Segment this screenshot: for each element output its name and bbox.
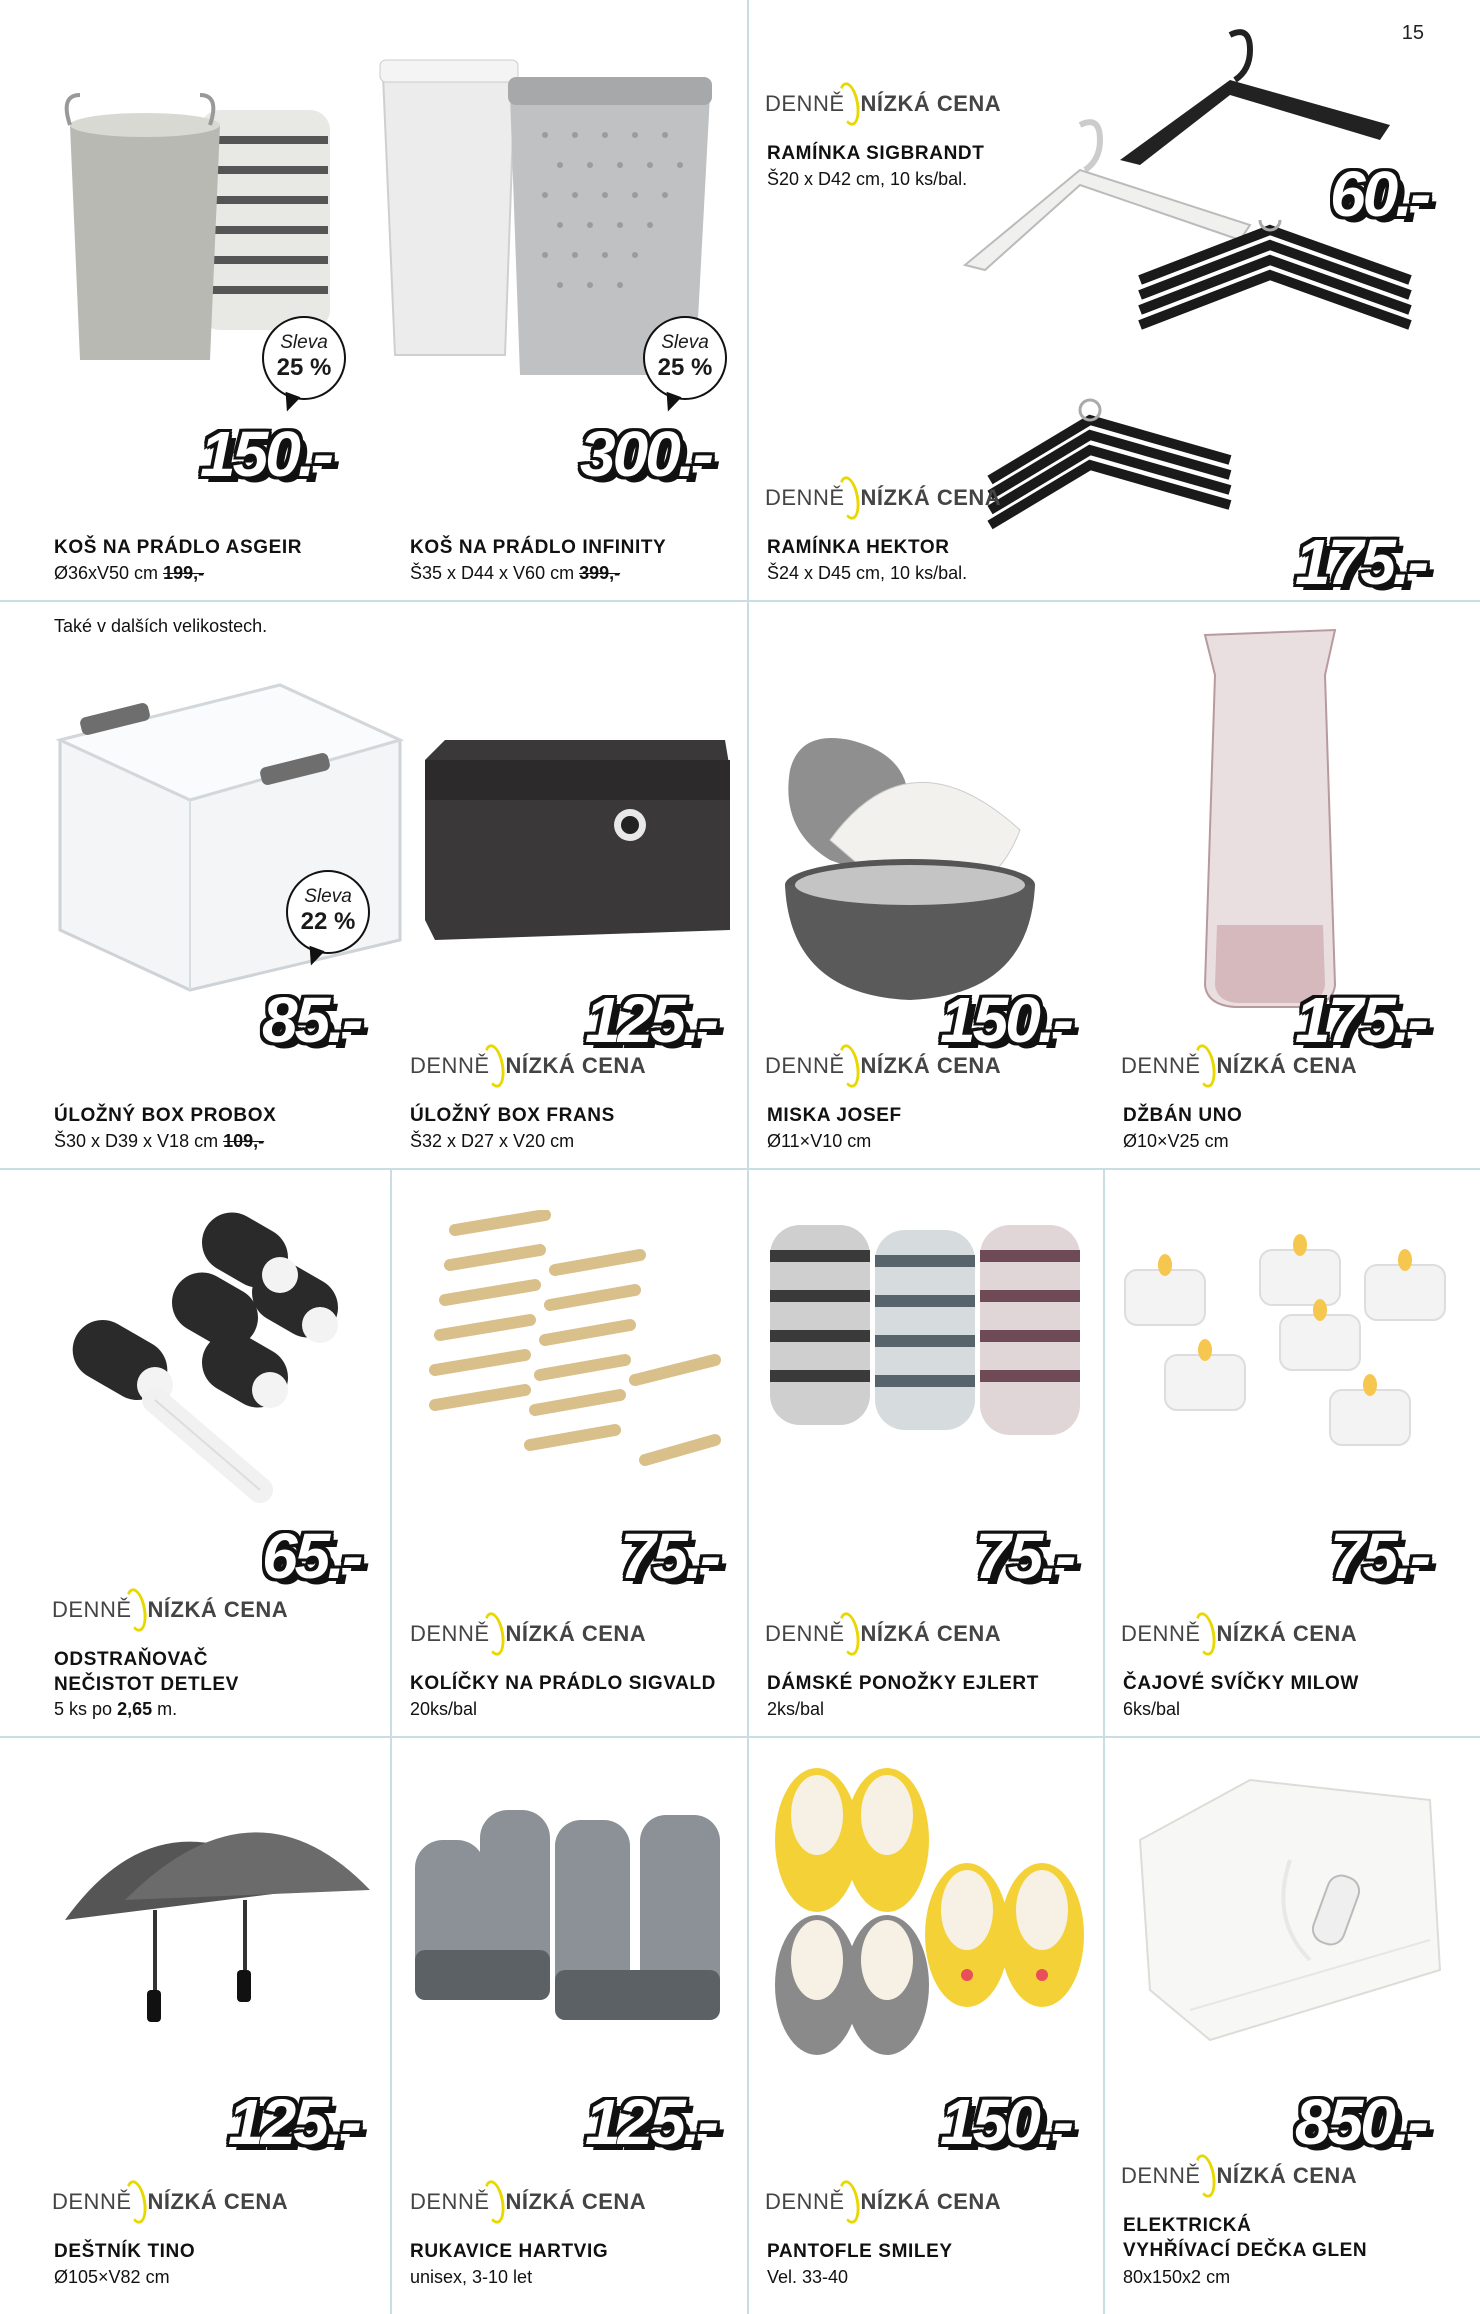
denne-nizka-cena-logo: DENNĚ NÍZKÁ CENA — [52, 2180, 288, 2224]
product-spec — [410, 562, 620, 585]
umbrella-tino-image — [45, 1800, 375, 2030]
slippers-smiley-image — [762, 1760, 1092, 2060]
lint-roller-detlev-image — [50, 1200, 370, 1510]
divider — [747, 0, 749, 600]
product-name: DÁMSKÉ PONOŽKY EJLERT — [767, 1673, 1039, 1694]
price: 75.- — [975, 1520, 1074, 1592]
price: 175.- — [1295, 526, 1426, 598]
spec-suffix: m. — [157, 1699, 178, 1719]
denne-nizka-cena-logo: DENNĚ NÍZKÁ CENA — [765, 2180, 1001, 2224]
product-spec: 6ks/bal — [1123, 1699, 1181, 1719]
denne-nizka-cena-logo: DENNĚ NÍZKÁ CENA — [52, 1588, 288, 1632]
product-name-line: ELEKTRICKÁ — [1123, 2215, 1252, 2236]
price: 150.- — [940, 2086, 1071, 2158]
jug-uno-image — [1195, 625, 1345, 1015]
product-name: ČAJOVÉ SVÍČKY MILOW — [1123, 1673, 1359, 1694]
discount-value: 25 % — [276, 354, 332, 381]
discount-bubble — [643, 316, 727, 400]
product-name: KOŠ NA PRÁDLO ASGEIR — [54, 537, 303, 558]
divider — [0, 1736, 1480, 1738]
divider — [747, 1736, 749, 2314]
spec-prefix: 5 ks po — [54, 1699, 113, 1719]
divider — [747, 600, 749, 1168]
price: 175.- — [1295, 984, 1426, 1056]
discount-value: 25 % — [657, 354, 713, 381]
product-spec — [54, 1130, 264, 1153]
storage-box-frans-image — [425, 740, 730, 940]
denne-nizka-cena-logo: DENNĚ NÍZKÁ CENA — [765, 1044, 1001, 1088]
hanger-hektor-image — [980, 220, 1430, 560]
product-spec: Š32 x D27 x V20 cm — [410, 1131, 575, 1151]
product-spec: Ø11×V10 cm — [767, 1131, 872, 1151]
electric-blanket-glen-image — [1130, 1770, 1450, 2050]
product-name: KOŠ NA PRÁDLO INFINITY — [410, 537, 667, 558]
product-name: ÚLOŽNÝ BOX FRANS — [410, 1105, 615, 1126]
price: 850.- — [1295, 2086, 1426, 2158]
price: 65.- — [262, 1520, 361, 1592]
price: 75.- — [620, 1520, 719, 1592]
dimensions: Ø36xV50 cm — [54, 563, 159, 583]
product-name: PANTOFLE SMILEY — [767, 2241, 953, 2262]
product-spec: Vel. 33-40 — [767, 2267, 849, 2287]
divider — [390, 1736, 392, 2314]
bowl-josef-image — [770, 730, 1060, 1020]
discount-value: 22 % — [300, 908, 356, 935]
denne-nizka-cena-logo: DENNĚ NÍZKÁ CENA — [765, 476, 1001, 520]
divider — [390, 1168, 392, 1736]
price: 75.- — [1330, 1520, 1429, 1592]
product-name-line: VYHŘÍVACÍ DEČKA GLEN — [1123, 2239, 1368, 2261]
denne-nizka-cena-logo: DENNĚ NÍZKÁ CENA — [1121, 2154, 1357, 2198]
discount-label: Sleva — [280, 332, 328, 353]
divider — [747, 1168, 749, 1736]
product-spec: unisex, 3-10 let — [410, 2267, 533, 2287]
product-name: KOLÍČKY NA PRÁDLO SIGVALD — [410, 1673, 716, 1694]
product-name: DEŠTNÍK TINO — [54, 2241, 196, 2262]
dimensions: Š35 x D44 x V60 cm — [410, 563, 575, 583]
product-name: ÚLOŽNÝ BOX PROBOX — [54, 1105, 277, 1126]
price: 150.- — [940, 984, 1071, 1056]
discount-bubble — [262, 316, 346, 400]
product-spec — [54, 562, 204, 585]
product-spec: Ø10×V25 cm — [1123, 1131, 1229, 1151]
denne-nizka-cena-logo: DENNĚ NÍZKÁ CENA — [410, 1612, 646, 1656]
old-price: 399,- — [579, 563, 621, 583]
price: 125.- — [585, 984, 716, 1056]
denne-nizka-cena-logo: DENNĚ NÍZKÁ CENA — [765, 1612, 1001, 1656]
tea-lights-milow-image — [1120, 1230, 1450, 1460]
product-spec: 20ks/bal — [410, 1699, 478, 1719]
storage-box-probox-image — [40, 680, 410, 1000]
product-name: RAMÍNKA HEKTOR — [767, 537, 950, 558]
gloves-hartvig-image — [405, 1800, 735, 2030]
product-name-line: NEČISTOT DETLEV — [54, 1673, 239, 1695]
product-spec: Š24 x D45 cm, 10 ks/bal. — [767, 563, 968, 583]
price: 150.- — [200, 418, 331, 490]
denne-nizka-cena-logo: DENNĚ NÍZKÁ CENA — [765, 82, 1001, 126]
divider — [0, 1168, 1480, 1170]
product-name: RAMÍNKA SIGBRANDT — [767, 143, 985, 164]
price: 60.- — [1330, 158, 1429, 230]
denne-nizka-cena-logo: DENNĚ NÍZKÁ CENA — [1121, 1044, 1357, 1088]
product-name: DŽBÁN UNO — [1123, 1105, 1243, 1126]
product-spec — [54, 1698, 177, 1721]
clothes-pegs-sigvald-image — [425, 1210, 735, 1500]
product-spec: 2ks/bal — [767, 1699, 825, 1719]
socks-ejlert-image — [765, 1220, 1085, 1450]
size-note: Také v dalších velikostech. — [54, 616, 268, 636]
divider — [1103, 1736, 1105, 2314]
product-name: MISKA JOSEF — [767, 1105, 902, 1126]
price: 85.- — [262, 984, 361, 1056]
product-name — [1123, 2214, 1367, 2263]
price: 125.- — [228, 2086, 359, 2158]
denne-nizka-cena-logo: DENNĚ NÍZKÁ CENA — [410, 2180, 646, 2224]
dimensions: Š30 x D39 x V18 cm — [54, 1131, 219, 1151]
product-name: RUKAVICE HARTVIG — [410, 2241, 609, 2262]
divider — [0, 600, 1480, 602]
price: 300.- — [580, 418, 711, 490]
product-spec: 80x150x2 cm — [1123, 2267, 1231, 2287]
old-price: 109,- — [223, 1131, 265, 1151]
old-price: 199,- — [163, 563, 205, 583]
spec-value: 2,65 — [117, 1699, 153, 1719]
discount-label: Sleva — [304, 886, 352, 907]
product-spec: Š20 x D42 cm, 10 ks/bal. — [767, 169, 968, 189]
product-name — [54, 1648, 239, 1697]
divider — [1103, 1168, 1105, 1736]
denne-nizka-cena-logo: DENNĚ NÍZKÁ CENA — [1121, 1612, 1357, 1656]
discount-bubble — [286, 870, 370, 954]
discount-label: Sleva — [661, 332, 709, 353]
price: 125.- — [585, 2086, 716, 2158]
product-spec: Ø105×V82 cm — [54, 2267, 170, 2287]
page-number: 15 — [1401, 22, 1424, 44]
denne-nizka-cena-logo: DENNĚ NÍZKÁ CENA — [410, 1044, 646, 1088]
product-name-line: ODSTRAŇOVAČ — [54, 1649, 209, 1670]
